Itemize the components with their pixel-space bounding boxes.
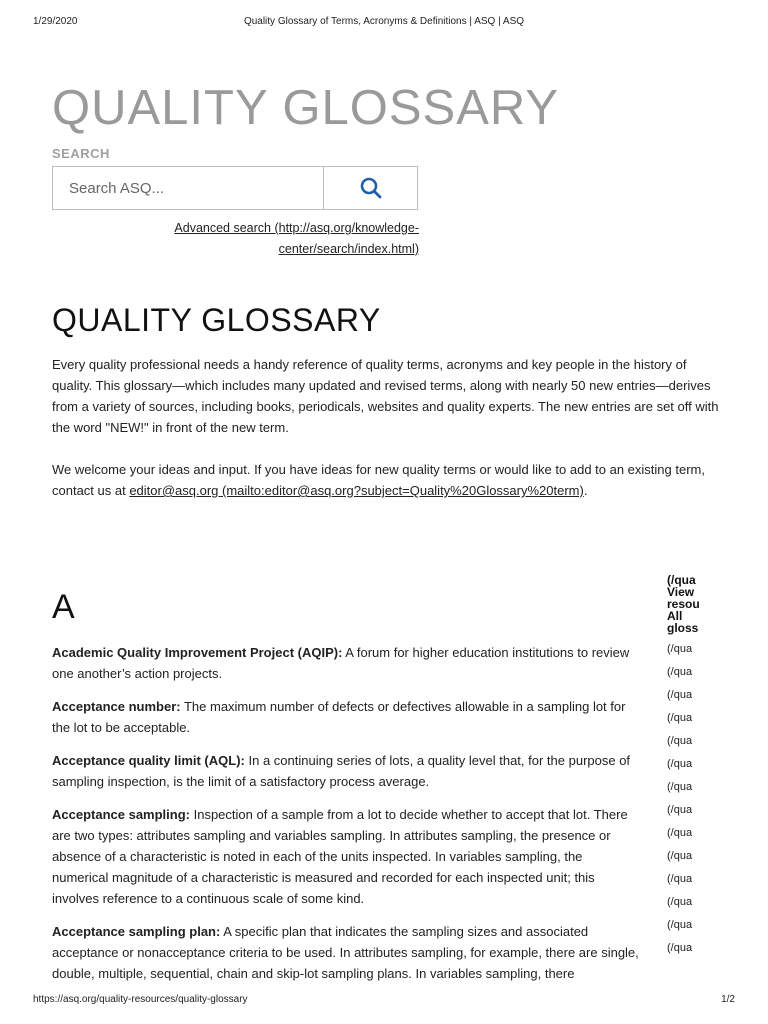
glossary-term: Acceptance quality limit (AQL):	[52, 753, 245, 768]
glossary-definition: Inspection of a sample from a lot to decide whether to accept that lot. There are two types: attributes sampling and variables sampling. In attributes sampling, the presence or absence of a characteristic is noted in each of the units inspected. In variables sampling, the numerical magnitude of a characteristic is measured and recorded for each inspected unit; this involves reference to a continuous scale of some kind.	[52, 807, 628, 906]
search-icon	[360, 177, 382, 199]
print-date: 1/29/2020	[33, 16, 78, 27]
glossary-term: Academic Quality Improvement Project (AQIP):	[52, 645, 343, 660]
search-label: SEARCH	[52, 146, 110, 161]
glossary-term: Acceptance sampling plan:	[52, 924, 221, 939]
glossary-entry	[52, 921, 642, 984]
glossary-entry	[52, 696, 642, 738]
search-input[interactable]	[53, 167, 323, 209]
letter-heading: A	[52, 588, 75, 626]
intro-text	[52, 354, 722, 522]
rail-link[interactable]: (/qua	[667, 804, 693, 816]
intro-paragraph-2-end: .	[583, 483, 588, 498]
advanced-search-link[interactable]	[52, 218, 419, 259]
rail-link[interactable]: (/qua	[667, 919, 693, 931]
glossary-entry	[52, 642, 642, 684]
section-title: QUALITY GLOSSARY	[52, 302, 381, 338]
print-footer	[0, 994, 768, 1010]
rail-link[interactable]: (/qua	[667, 827, 693, 839]
view-all-glossary-link[interactable]: (/qua View resou All gloss	[667, 574, 700, 635]
rail-link[interactable]: (/qua	[667, 850, 693, 862]
glossary-definition: A forum for higher education institutions to review one another’s action projects.	[52, 645, 630, 681]
glossary-entry	[52, 750, 642, 792]
advanced-search-line-2: center/search/index.html)	[278, 241, 419, 256]
glossary-definition: A specific plan that indicates the sampling sizes and associated acceptance or nonacceptance criteria to be used. In attributes sampling, for example, there are single, double, multiple, sequential, chain and skip-lot sampling plans. In variables sampling, there	[52, 924, 639, 981]
rail-link[interactable]: (/qua	[667, 689, 693, 701]
search-button[interactable]	[323, 167, 417, 209]
search-box	[52, 166, 418, 210]
print-url: https://asq.org/quality-resources/quality-glossary	[33, 994, 248, 1005]
hero-title: QUALITY GLOSSARY	[52, 81, 560, 135]
rail-link[interactable]: (/qua	[667, 735, 693, 747]
rail-link[interactable]: (/qua	[667, 873, 693, 885]
print-header	[0, 16, 768, 32]
advanced-search-line-1: Advanced search (http://asq.org/knowledge-	[174, 221, 419, 235]
glossary-term: Acceptance sampling:	[52, 807, 190, 822]
glossary-term: Acceptance number:	[52, 699, 181, 714]
glossary-entry	[52, 804, 642, 909]
print-page-number: 1/2	[721, 994, 735, 1005]
rail-link[interactable]: (/qua	[667, 781, 693, 793]
intro-paragraph-1: Every quality professional needs a handy reference of quality terms, acronyms and key people in the history of quality. This glossary—which includes many updated and revised terms, along with nearly 50 new entries—derives from a variety of sources, including books, periodicals, websites and quality experts. The new entries are set off with the word "NEW!" in front of the new term.	[52, 357, 719, 435]
intro-paragraph-2	[52, 459, 722, 501]
print-page-title: Quality Glossary of Terms, Acronyms & Definitions | ASQ | ASQ	[243, 16, 525, 27]
editor-email-link[interactable]: editor@asq.org (mailto:editor@asq.org?subject=Quality%20Glossary%20term)	[129, 483, 584, 498]
intro-paragraph-2-text: We welcome your ideas and input. If you have ideas for new quality terms or would like to add to an existing term, contact us at	[52, 462, 705, 498]
glossary-definition: In a continuing series of lots, a quality level that, for the purpose of sampling inspection, is the limit of a satisfactory process average.	[52, 753, 631, 789]
rail-link[interactable]: (/qua	[667, 712, 693, 724]
side-rail	[667, 574, 715, 954]
rail-link[interactable]: (/qua	[667, 896, 693, 908]
rail-link[interactable]: (/qua	[667, 643, 693, 655]
rail-link[interactable]: (/qua	[667, 942, 693, 954]
rail-link[interactable]: (/qua	[667, 758, 693, 770]
rail-items	[667, 644, 715, 954]
glossary-entries	[52, 642, 642, 984]
rail-link[interactable]: (/qua	[667, 666, 693, 678]
glossary-definition: The maximum number of defects or defectives allowable in a sampling lot for the lot to be acceptable.	[52, 699, 626, 735]
